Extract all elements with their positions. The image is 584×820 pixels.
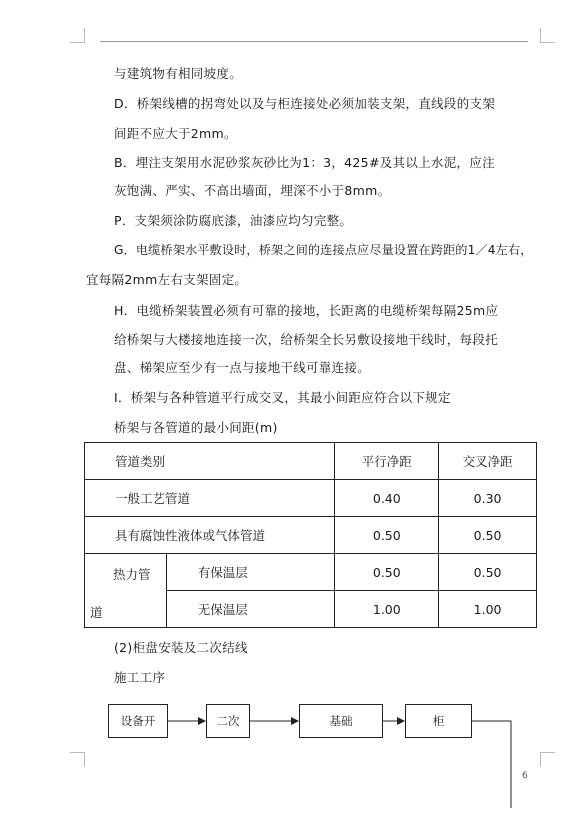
row-cross-value: 1.00 bbox=[439, 591, 537, 628]
paragraph-7: G．电缆桥架水平敷设时，桥架之间的连接点应尽量设置在跨距的1／4左右， bbox=[114, 243, 533, 257]
paragraph-2: D．桥架线槽的拐弯处以及与柜连接处必须加装支架，直线段的支架 bbox=[114, 96, 496, 111]
row-parallel-value: 0.40 bbox=[335, 480, 439, 517]
flow-connector-down bbox=[472, 721, 511, 808]
row-cross-value: 0.50 bbox=[439, 554, 537, 591]
flow-box-foundation: 基础 bbox=[299, 704, 383, 738]
row-label: 无保温层 bbox=[166, 591, 335, 628]
table-header-row bbox=[85, 443, 537, 480]
paragraph-3: 间距不应大于2mm。 bbox=[114, 126, 237, 141]
paragraph-4: B．埋注支架用水泥砂浆灰砂比为1：3，425#及其以上水泥，应注 bbox=[114, 155, 495, 170]
crop-mark-bottom-right bbox=[540, 752, 555, 767]
header-cross: 交叉净距 bbox=[439, 443, 537, 480]
paragraph-8: 宜每隔2mm左右支架固定。 bbox=[86, 272, 248, 287]
header-rule bbox=[100, 41, 528, 42]
crop-mark-top-left bbox=[70, 28, 85, 43]
table-caption: 桥架与各管道的最小间距(m) bbox=[114, 420, 278, 435]
row-parallel-value: 0.50 bbox=[335, 554, 439, 591]
row-parallel-value: 1.00 bbox=[335, 591, 439, 628]
pipe-spacing-table bbox=[84, 442, 537, 628]
row-cross-value: 0.50 bbox=[439, 517, 537, 554]
section-title: (2)柜盘安装及二次结线 bbox=[114, 640, 248, 655]
row-cross-value: 0.30 bbox=[439, 480, 537, 517]
heat-pipe-label-top: 热力管 bbox=[113, 567, 151, 582]
crop-mark-bottom-left bbox=[70, 752, 85, 767]
table-row bbox=[85, 480, 537, 517]
header-parallel: 平行净距 bbox=[335, 443, 439, 480]
table-row bbox=[85, 554, 537, 591]
table-row bbox=[85, 517, 537, 554]
paragraph-12: I．桥架与各种管道平行成交叉，其最小间距应符合以下规定 bbox=[114, 390, 451, 405]
heat-pipe-label-bottom: 道 bbox=[90, 605, 103, 620]
row-label: 一般工艺管道 bbox=[85, 480, 335, 517]
flow-box-cabinet: 柜 bbox=[405, 704, 472, 738]
row-label: 具有腐蚀性液体或气体管道 bbox=[85, 517, 335, 554]
paragraph-6: P．支架须涂防腐底漆，油漆应均匀完整。 bbox=[114, 213, 353, 228]
paragraph-10: 给桥架与大楼接地连接一次，给桥架全长另敷设接地干线时，每段托 bbox=[114, 332, 499, 347]
flow-box-secondary: 二次 bbox=[206, 704, 250, 738]
page-number: 6 bbox=[522, 771, 528, 781]
paragraph-5: 灰饱满、严实、不高出墙面，埋深不小于8mm。 bbox=[114, 183, 391, 198]
row-parallel-value: 0.50 bbox=[335, 517, 439, 554]
process-title: 施工工序 bbox=[114, 670, 166, 685]
paragraph-1: 与建筑物有相同坡度。 bbox=[114, 66, 243, 81]
flow-box-equipment: 设备开 bbox=[108, 704, 168, 738]
crop-mark-top-right bbox=[540, 28, 555, 43]
paragraph-11: 盘、梯架应至少有一点与接地干线可靠连接。 bbox=[114, 360, 371, 375]
header-pipe-type: 管道类别 bbox=[85, 443, 335, 480]
paragraph-9: H．电缆桥架装置必须有可靠的接地，长距离的电缆桥架每隔25m应 bbox=[114, 303, 499, 318]
row-label: 有保温层 bbox=[166, 554, 335, 591]
heat-pipe-label bbox=[85, 554, 167, 628]
